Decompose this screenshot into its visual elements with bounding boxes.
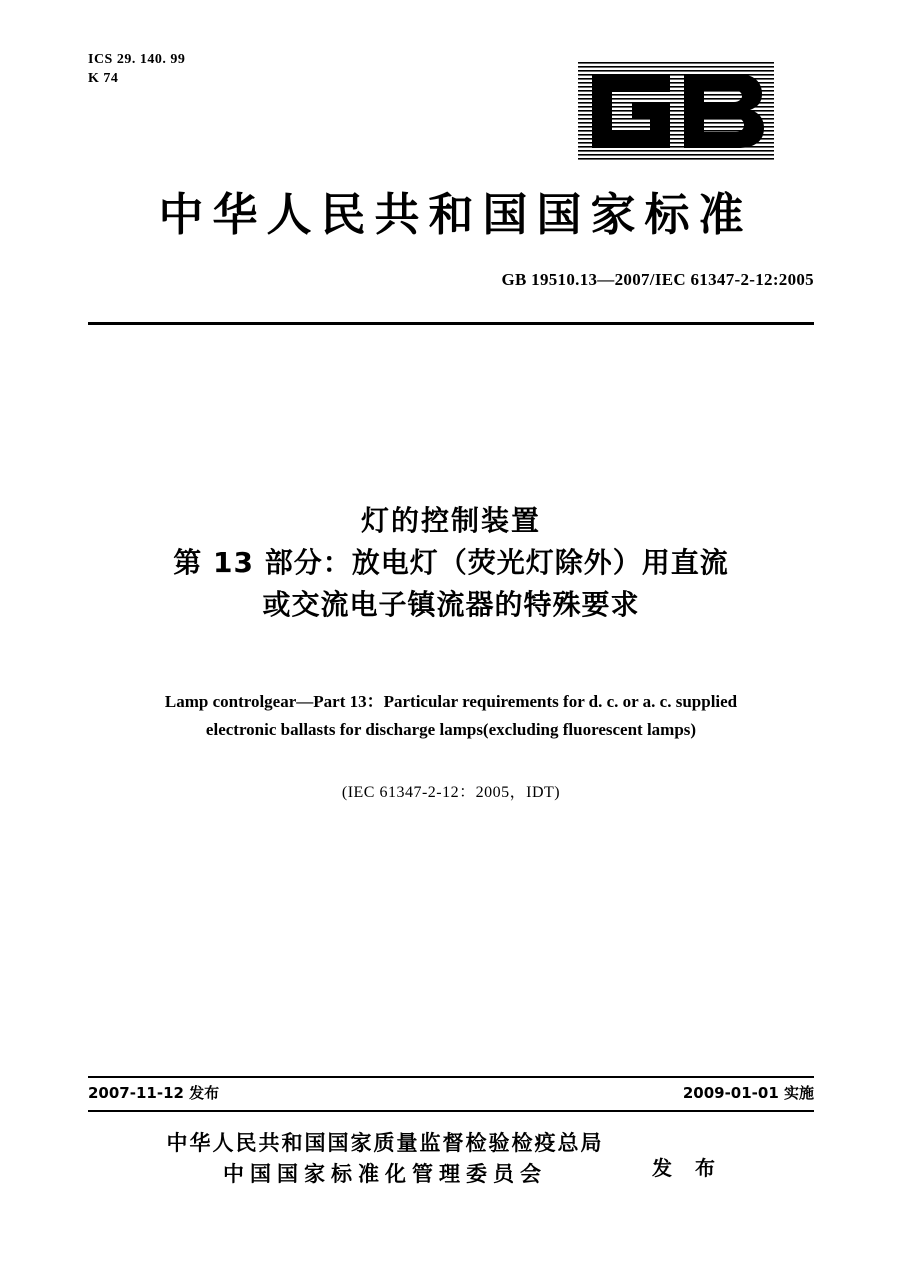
title-cn-line-2: 第 13 部分：放电灯（荧光灯除外）用直流 <box>173 546 729 579</box>
gb-emblem-icon <box>578 62 774 160</box>
divider-top <box>88 322 814 325</box>
document-title-en <box>100 688 802 744</box>
ics-classification-block <box>88 50 185 88</box>
document-title-cn <box>88 500 814 626</box>
publisher-line-1: 中华人民共和国国家质量监督检验检疫总局 <box>166 1131 604 1155</box>
title-en-line-2: electronic ballasts for discharge lamps(excluding fluorescent lamps) <box>205 720 697 739</box>
divider-bottom-lower <box>88 1110 814 1112</box>
publisher-block <box>150 1128 620 1190</box>
effective-date: 2009-01-01 实施 <box>682 1084 814 1102</box>
title-en-line-1: Lamp controlgear—Part 13：Particular requirements for d. c. or a. c. supplied <box>164 692 738 711</box>
standard-number: GB 19510.13—2007/IEC 61347-2-12:2005 <box>501 270 814 289</box>
issue-date: 2007-11-12 发布 <box>88 1084 220 1102</box>
title-cn-line-1: 灯的控制装置 <box>360 504 541 537</box>
ics-code: ICS 29. 140. 99 <box>88 52 186 67</box>
idt-reference: (IEC 61347-2-12：2005，IDT) <box>341 784 561 801</box>
ccs-code: K 74 <box>88 71 119 86</box>
title-cn-line-3: 或交流电子镇流器的特殊要求 <box>262 588 640 621</box>
publish-label: 发 布 <box>652 1156 723 1180</box>
divider-bottom-upper <box>88 1076 814 1078</box>
page-title: 中华人民共和国国家标准 <box>158 188 753 241</box>
publisher-line-2: 中国国家标准化管理委员会 <box>223 1162 547 1186</box>
